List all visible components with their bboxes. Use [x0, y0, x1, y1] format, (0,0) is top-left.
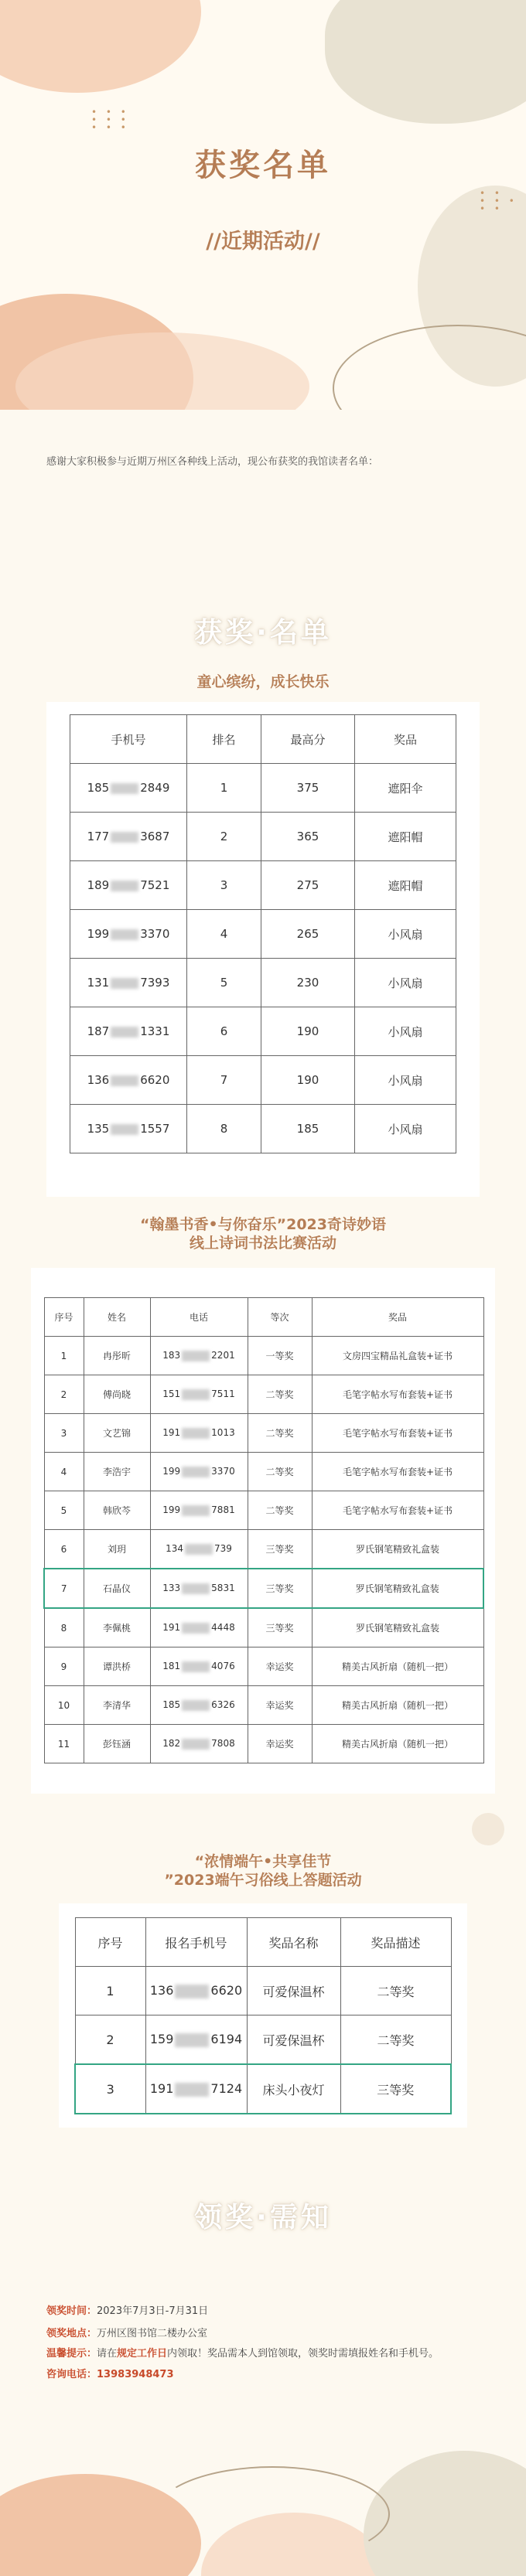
- phone-cell: 185 6326: [150, 1686, 248, 1725]
- table-row: [70, 1007, 456, 1056]
- table-row: [70, 959, 456, 1007]
- column-header: 手机号: [70, 715, 187, 764]
- desc-cell: 二等奖: [340, 1967, 451, 2015]
- table-row-highlighted: [44, 1569, 483, 1608]
- activity3-table: [74, 1917, 452, 2114]
- name-cell: 文艺锦: [84, 1414, 150, 1453]
- activity3-card: [59, 1903, 467, 2128]
- masked-digits: [182, 1583, 210, 1594]
- masked-digits: [111, 1124, 138, 1135]
- name-cell: 谭洪桥: [84, 1647, 150, 1686]
- intro-text: 感谢大家积极参与近期万州区各种线上活动，现公布获奖的我馆读者名单：: [46, 456, 379, 468]
- column-header: 序号: [75, 1918, 145, 1967]
- phone-cell: 187 1331: [70, 1007, 187, 1056]
- decor-curve: [155, 2466, 390, 2562]
- page-title: 获奖名单: [195, 148, 331, 183]
- notice-place: 领奖地点：万州区图书馆二楼办公室: [46, 2328, 208, 2339]
- prize-cell: 小风扇: [355, 959, 456, 1007]
- phone-cell: 151 7511: [150, 1375, 248, 1414]
- masked-digits: [111, 978, 138, 989]
- table-row: [44, 1414, 483, 1453]
- name-cell: 李浩宇: [84, 1453, 150, 1491]
- rank-cell: 5: [187, 959, 261, 1007]
- score-cell: 190: [261, 1007, 355, 1056]
- table-row: [70, 1056, 456, 1105]
- prize-cell: 文房四宝精品礼盒装+证书: [312, 1337, 483, 1375]
- activity2-title-line1: “翰墨书香•与你奋乐”2023奇诗妙语: [139, 1216, 386, 1233]
- table-row: [44, 1491, 483, 1530]
- masked-digits: [182, 1505, 210, 1516]
- no-cell: 11: [44, 1725, 84, 1763]
- masked-digits: [182, 1739, 210, 1750]
- no-cell: 6: [44, 1530, 84, 1569]
- prize-cell: 罗氏钢笔精致礼盒装: [312, 1608, 483, 1647]
- phone-cell: 182 7808: [150, 1725, 248, 1763]
- no-cell: 4: [44, 1453, 84, 1491]
- activity3-title-line2: ”2023端午习俗线上答题活动: [164, 1872, 362, 1889]
- section-heading-notice: 领奖·需知: [194, 2202, 332, 2234]
- masked-digits: [111, 783, 138, 794]
- no-cell: 10: [44, 1686, 84, 1725]
- desc-cell: 三等奖: [340, 2064, 451, 2114]
- prize-cell: 罗氏钢笔精致礼盒装: [312, 1569, 483, 1608]
- table-row: [44, 1725, 483, 1763]
- prize-cell: 罗氏钢笔精致礼盒装: [312, 1530, 483, 1569]
- name-cell: 李佩桃: [84, 1608, 150, 1647]
- prize-cell: 毛笔字帖水写布套装+证书: [312, 1453, 483, 1491]
- column-header: 排名: [187, 715, 261, 764]
- decor-circle: [472, 1813, 504, 1845]
- column-header: 最高分: [261, 715, 355, 764]
- phone-cell: 136 6620: [70, 1056, 187, 1105]
- phone-cell: 134 739: [150, 1530, 248, 1569]
- activity3-title-line1: “浓情端午•共享佳节: [194, 1853, 332, 1870]
- masked-digits: [175, 1985, 209, 1998]
- score-cell: 190: [261, 1056, 355, 1105]
- name-cell: 彭钰涵: [84, 1725, 150, 1763]
- column-header: 报名手机号: [145, 1918, 247, 1967]
- no-cell: 7: [44, 1569, 84, 1608]
- no-cell: 3: [44, 1414, 84, 1453]
- prize-cell: 小风扇: [355, 910, 456, 959]
- masked-digits: [182, 1623, 210, 1634]
- name-cell: 刘玥: [84, 1530, 150, 1569]
- rank-cell: 8: [187, 1105, 261, 1153]
- masked-digits: [111, 881, 138, 891]
- prize-cell: 毛笔字帖水写布套装+证书: [312, 1491, 483, 1530]
- prize-cell: 小风扇: [355, 1105, 456, 1153]
- prize-cell: 床头小夜灯: [247, 2064, 340, 2114]
- score-cell: 275: [261, 861, 355, 910]
- table-header-row: [44, 1298, 483, 1337]
- phone-cell: 199 3370: [70, 910, 187, 959]
- no-cell: 8: [44, 1608, 84, 1647]
- level-cell: 二等奖: [248, 1453, 312, 1491]
- prize-cell: 遮阳帽: [355, 861, 456, 910]
- decor-blob: [325, 0, 526, 124]
- prize-cell: 毛笔字帖水写布套装+证书: [312, 1375, 483, 1414]
- prize-cell: 毛笔字帖水写布套装+证书: [312, 1414, 483, 1453]
- level-cell: 二等奖: [248, 1491, 312, 1530]
- rank-cell: 1: [187, 764, 261, 813]
- phone-cell: 136 6620: [145, 1967, 247, 2015]
- notice-time: 领奖时间：2023年7月3日-7月31日: [46, 2305, 209, 2317]
- rank-cell: 7: [187, 1056, 261, 1105]
- table-header-row: [75, 1918, 451, 1967]
- masked-digits: [182, 1389, 210, 1400]
- level-cell: 幸运奖: [248, 1686, 312, 1725]
- table-header-row: [70, 715, 456, 764]
- rank-cell: 3: [187, 861, 261, 910]
- phone-cell: 199 7881: [150, 1491, 248, 1530]
- masked-digits: [111, 1075, 138, 1086]
- level-cell: 三等奖: [248, 1608, 312, 1647]
- table-row: [44, 1530, 483, 1569]
- prize-cell: 精美古风折扇（随机一把）: [312, 1647, 483, 1686]
- activity1-card: [46, 702, 480, 1197]
- name-cell: 石晶仪: [84, 1569, 150, 1608]
- table-row: [70, 1105, 456, 1153]
- level-cell: 二等奖: [248, 1375, 312, 1414]
- level-cell: 二等奖: [248, 1414, 312, 1453]
- score-cell: 375: [261, 764, 355, 813]
- table-row: [44, 1453, 483, 1491]
- phone-cell: 191 7124: [145, 2064, 247, 2114]
- phone-cell: 159 6194: [145, 2015, 247, 2065]
- masked-digits: [111, 929, 138, 940]
- table-row: [75, 2015, 451, 2065]
- level-cell: 三等奖: [248, 1569, 312, 1608]
- table-row: [44, 1686, 483, 1725]
- no-cell: 2: [44, 1375, 84, 1414]
- rank-cell: 2: [187, 813, 261, 861]
- score-cell: 185: [261, 1105, 355, 1153]
- level-cell: 一等奖: [248, 1337, 312, 1375]
- level-cell: 幸运奖: [248, 1647, 312, 1686]
- rank-cell: 6: [187, 1007, 261, 1056]
- rank-cell: 4: [187, 910, 261, 959]
- column-header: 姓名: [84, 1298, 150, 1337]
- column-header: 奖品描述: [340, 1918, 451, 1967]
- table-row: [70, 861, 456, 910]
- level-cell: 三等奖: [248, 1530, 312, 1569]
- no-cell: 9: [44, 1647, 84, 1686]
- notice-block: [46, 2300, 480, 2386]
- no-cell: 5: [44, 1491, 84, 1530]
- masked-digits: [175, 2033, 209, 2047]
- table-row: [44, 1647, 483, 1686]
- phone-cell: 185 2849: [70, 764, 187, 813]
- name-cell: 韩欣芩: [84, 1491, 150, 1530]
- score-cell: 230: [261, 959, 355, 1007]
- activity2-title-line2: 线上诗词书法比赛活动: [189, 1235, 336, 1252]
- phone-cell: 177 3687: [70, 813, 187, 861]
- no-cell: 1: [75, 1967, 145, 2015]
- table-row: [75, 1967, 451, 2015]
- phone-cell: 191 1013: [150, 1414, 248, 1453]
- name-cell: 傅尚晓: [84, 1375, 150, 1414]
- masked-digits: [182, 1351, 210, 1361]
- table-row: [44, 1608, 483, 1647]
- masked-digits: [185, 1544, 213, 1555]
- prize-cell: 可爱保温杯: [247, 1967, 340, 2015]
- level-cell: 幸运奖: [248, 1725, 312, 1763]
- notice-tip: 温馨提示：请在规定工作日内领取！奖品需本人到馆领取，领奖时需填报姓名和手机号。: [46, 2348, 439, 2360]
- prize-cell: 小风扇: [355, 1056, 456, 1105]
- activity2-card: [31, 1268, 495, 1794]
- phone-cell: 191 4448: [150, 1608, 248, 1647]
- name-cell: 李清华: [84, 1686, 150, 1725]
- decor-curve: [333, 325, 526, 410]
- page-subtitle: //近期活动//: [206, 230, 320, 254]
- column-header: 等次: [248, 1298, 312, 1337]
- phone-cell: 131 7393: [70, 959, 187, 1007]
- masked-digits: [175, 2083, 209, 2097]
- decor-blob: [0, 0, 201, 93]
- column-header: 奖品名称: [247, 1918, 340, 1967]
- phone-cell: 181 4076: [150, 1647, 248, 1686]
- notice-phone: 咨询电话：13983948473: [46, 2369, 174, 2380]
- column-header: 电话: [150, 1298, 248, 1337]
- score-cell: 265: [261, 910, 355, 959]
- table-row-highlighted: [75, 2064, 451, 2114]
- table-row: [70, 764, 456, 813]
- phone-cell: 135 1557: [70, 1105, 187, 1153]
- no-cell: 3: [75, 2064, 145, 2114]
- table-row: [44, 1375, 483, 1414]
- section-heading-winners: 获奖·名单: [194, 617, 332, 649]
- masked-digits: [111, 832, 138, 843]
- phone-cell: 133 5831: [150, 1569, 248, 1608]
- masked-digits: [182, 1700, 210, 1711]
- masked-digits: [182, 1661, 210, 1672]
- activity1-table: [70, 714, 456, 1153]
- footer-decoration: [0, 2443, 526, 2576]
- desc-cell: 二等奖: [340, 2015, 451, 2065]
- activity2-table: [43, 1297, 484, 1763]
- prize-cell: 遮阳伞: [355, 764, 456, 813]
- table-row: [70, 910, 456, 959]
- prize-cell: 精美古风折扇（随机一把）: [312, 1686, 483, 1725]
- column-header: 序号: [44, 1298, 84, 1337]
- prize-cell: 小风扇: [355, 1007, 456, 1056]
- prize-cell: 精美古风折扇（随机一把）: [312, 1725, 483, 1763]
- masked-digits: [182, 1467, 210, 1477]
- phone-cell: 199 3370: [150, 1453, 248, 1491]
- name-cell: 冉彤昕: [84, 1337, 150, 1375]
- no-cell: 1: [44, 1337, 84, 1375]
- decor-dots: • • • • • • • • •: [91, 107, 129, 133]
- header-banner: [0, 0, 526, 410]
- prize-cell: 可爱保温杯: [247, 2015, 340, 2065]
- phone-cell: 189 7521: [70, 861, 187, 910]
- score-cell: 365: [261, 813, 355, 861]
- masked-digits: [111, 1027, 138, 1038]
- column-header: 奖品: [355, 715, 456, 764]
- prize-cell: 遮阳帽: [355, 813, 456, 861]
- column-header: 奖品: [312, 1298, 483, 1337]
- no-cell: 2: [75, 2015, 145, 2065]
- phone-cell: 183 2201: [150, 1337, 248, 1375]
- masked-digits: [182, 1428, 210, 1439]
- table-row: [70, 813, 456, 861]
- decor-dots: • • • • • • •: [480, 188, 517, 214]
- table-row: [44, 1337, 483, 1375]
- activity1-title: 童心缤纷，成长快乐: [196, 673, 330, 690]
